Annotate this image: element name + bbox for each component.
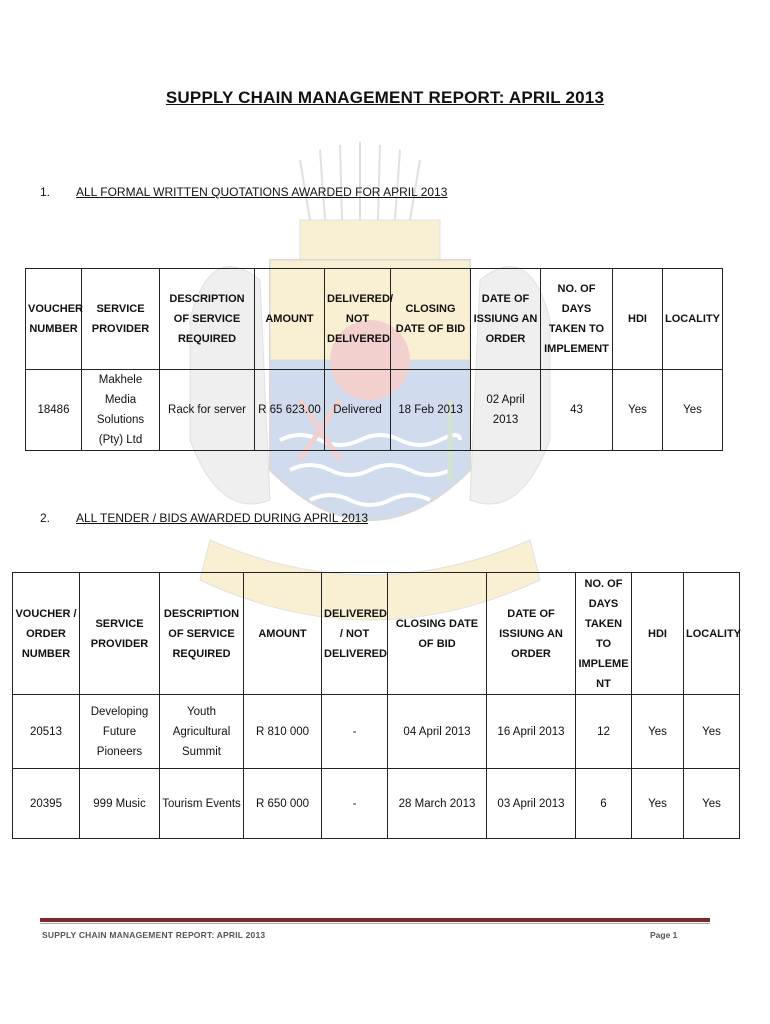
footer-rule-thin — [40, 923, 710, 924]
table-cell: 6 — [576, 769, 632, 839]
section2-number: 2. — [40, 511, 51, 525]
table-cell: Yes — [632, 695, 684, 769]
column-header: DESCRIPTION OF SERVICE REQUIRED — [160, 269, 255, 370]
table-header-row — [26, 269, 723, 370]
column-header: DESCRIPTION OF SERVICE REQUIRED — [160, 573, 244, 695]
table-cell: 03 April 2013 — [487, 769, 576, 839]
section1-heading-text: ALL FORMAL WRITTEN QUOTATIONS AWARDED FOR APRIL 2013 — [76, 185, 448, 199]
table-row — [13, 769, 740, 839]
table-cell: 16 April 2013 — [487, 695, 576, 769]
table-cell: 18486 — [26, 370, 82, 451]
table-cell: 18 Feb 2013 — [391, 370, 471, 451]
column-header: HDI — [632, 573, 684, 695]
table-cell: Rack for server — [160, 370, 255, 451]
table-cell: Yes — [632, 769, 684, 839]
column-header: SERVICE PROVIDER — [80, 573, 160, 695]
table-row — [26, 370, 723, 451]
column-header: NO. OF DAYS TAKEN TO IMPLEME NT — [576, 573, 632, 695]
column-header: AMOUNT — [244, 573, 322, 695]
table-cell: 02 April 2013 — [471, 370, 541, 451]
column-header: LOCALITY — [663, 269, 723, 370]
tenders-table — [12, 572, 740, 839]
page-title: SUPPLY CHAIN MANAGEMENT REPORT: APRIL 2013 — [165, 88, 605, 107]
table-cell: Yes — [663, 370, 723, 451]
table-cell: Developing Future Pioneers — [80, 695, 160, 769]
quotations-table — [25, 268, 723, 451]
page-number: Page 1 — [650, 930, 678, 940]
table-cell: R 65 623.00 — [255, 370, 325, 451]
footer-title: SUPPLY CHAIN MANAGEMENT REPORT: APRIL 2013 — [42, 930, 266, 940]
table-cell: Delivered — [325, 370, 391, 451]
table-row — [13, 695, 740, 769]
column-header: NO. OF DAYS TAKEN TO IMPLEMENT — [541, 269, 613, 370]
column-header: HDI — [613, 269, 663, 370]
column-header: DATE OF ISSIUNG AN ORDER — [471, 269, 541, 370]
table-cell: 12 — [576, 695, 632, 769]
table-cell: 20513 — [13, 695, 80, 769]
column-header: AMOUNT — [255, 269, 325, 370]
section2-heading-text: ALL TENDER / BIDS AWARDED DURING APRIL 2013 — [76, 511, 369, 525]
table-cell: - — [322, 695, 388, 769]
table-cell: 43 — [541, 370, 613, 451]
footer-rule — [40, 918, 710, 922]
column-header: CLOSING DATE OF BID — [391, 269, 471, 370]
table-cell: 28 March 2013 — [388, 769, 487, 839]
table-header-row — [13, 573, 740, 695]
table-cell: Tourism Events — [160, 769, 244, 839]
column-header: SERVICE PROVIDER — [82, 269, 160, 370]
column-header: CLOSING DATE OF BID — [388, 573, 487, 695]
section1-number: 1. — [40, 185, 51, 199]
table-cell: Yes — [684, 695, 740, 769]
table-cell: Youth Agricultural Summit — [160, 695, 244, 769]
column-header: DELIVERED / NOT DELIVERED — [322, 573, 388, 695]
table-cell: Makhele Media Solutions (Pty) Ltd — [82, 370, 160, 451]
column-header: DELIVERED/ NOT DELIVERED — [325, 269, 391, 370]
column-header: LOCALITY — [684, 573, 740, 695]
table-cell: R 650 000 — [244, 769, 322, 839]
column-header: VOUCHER NUMBER — [26, 269, 82, 370]
table-cell: 20395 — [13, 769, 80, 839]
column-header: VOUCHER / ORDER NUMBER — [13, 573, 80, 695]
table-cell: Yes — [613, 370, 663, 451]
table-cell: Yes — [684, 769, 740, 839]
table-cell: 04 April 2013 — [388, 695, 487, 769]
table-cell: 999 Music — [80, 769, 160, 839]
table-cell: R 810 000 — [244, 695, 322, 769]
column-header: DATE OF ISSIUNG AN ORDER — [487, 573, 576, 695]
table-cell: - — [322, 769, 388, 839]
